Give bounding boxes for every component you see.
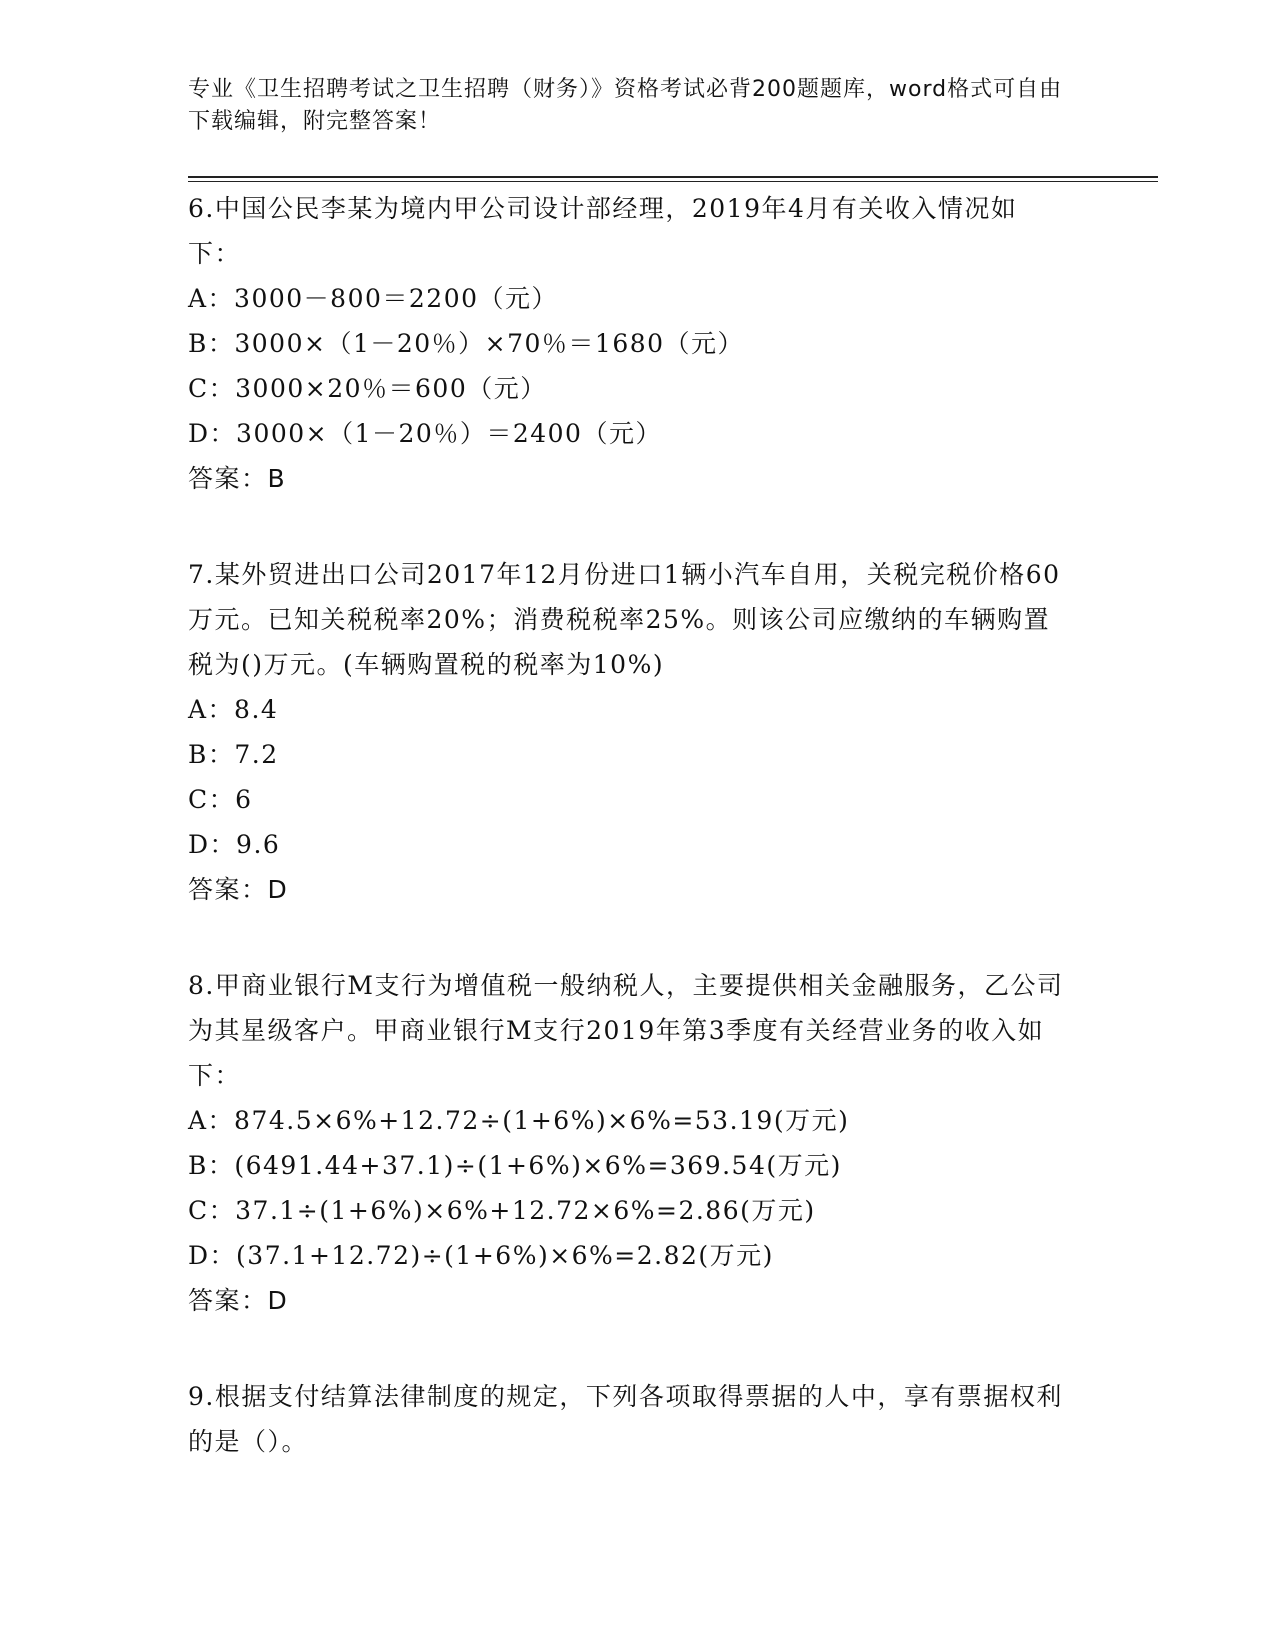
question-spacer <box>188 501 1088 552</box>
option-a: A：3000－800＝2200（元） <box>188 284 559 313</box>
question-spacer <box>188 1323 1088 1374</box>
header-divider-thin <box>188 181 1158 182</box>
option-d: D：(37.1+12.72)÷(1+6%)×6%=2.82(万元) <box>188 1241 774 1270</box>
question-list <box>188 186 1088 1464</box>
question-stem: 9.根据支付结算法律制度的规定，下列各项取得票据的人中，享有票据权利的是（）。 <box>188 1382 1063 1456</box>
answer-label: 答案：D <box>188 875 289 904</box>
answer-label: 答案：D <box>188 1286 289 1315</box>
answer-label: 答案：B <box>188 464 287 493</box>
option-b: B：(6491.44+37.1)÷(1+6%)×6%=369.54(万元) <box>188 1151 842 1180</box>
option-b: B：7.2 <box>188 740 279 769</box>
question-stem: 7.某外贸进出口公司2017年12月份进口1辆小汽车自用，关税完税价格60万元。已知关税税率20%；消费税税率25%。则该公司应缴纳的车辆购置税为()万元。(车辆购置税的税率为10%) <box>188 560 1061 679</box>
question-7 <box>188 552 1088 912</box>
option-d: D：9.6 <box>188 830 281 859</box>
option-d: D：3000×（1－20％）＝2400（元） <box>188 419 662 448</box>
option-b: B：3000×（1－20％）×70％＝1680（元） <box>188 329 745 358</box>
option-c: C：37.1÷(1+6%)×6%+12.72×6%=2.86(万元) <box>188 1196 816 1225</box>
question-8 <box>188 963 1088 1323</box>
header-divider-thick <box>188 176 1158 178</box>
question-stem: 8.甲商业银行M支行为增值税一般纳税人，主要提供相关金融服务，乙公司为其星级客户。甲商业银行M支行2019年第3季度有关经营业务的收入如下： <box>188 971 1064 1090</box>
option-c: C：3000×20％＝600（元） <box>188 374 547 403</box>
option-a: A：874.5×6%+12.72÷(1+6%)×6%=53.19(万元) <box>188 1106 850 1135</box>
option-a: A：8.4 <box>188 695 279 724</box>
option-c: C：6 <box>188 785 253 814</box>
question-6 <box>188 186 1088 501</box>
document-header: 专业《卫生招聘考试之卫生招聘（财务）》资格考试必背200题题库，word格式可自由下载编辑，附完整答案！ <box>188 77 1063 134</box>
question-9 <box>188 1374 1088 1464</box>
question-stem: 6.中国公民李某为境内甲公司设计部经理，2019年4月有关收入情况如下： <box>188 194 1018 268</box>
question-spacer <box>188 912 1088 963</box>
